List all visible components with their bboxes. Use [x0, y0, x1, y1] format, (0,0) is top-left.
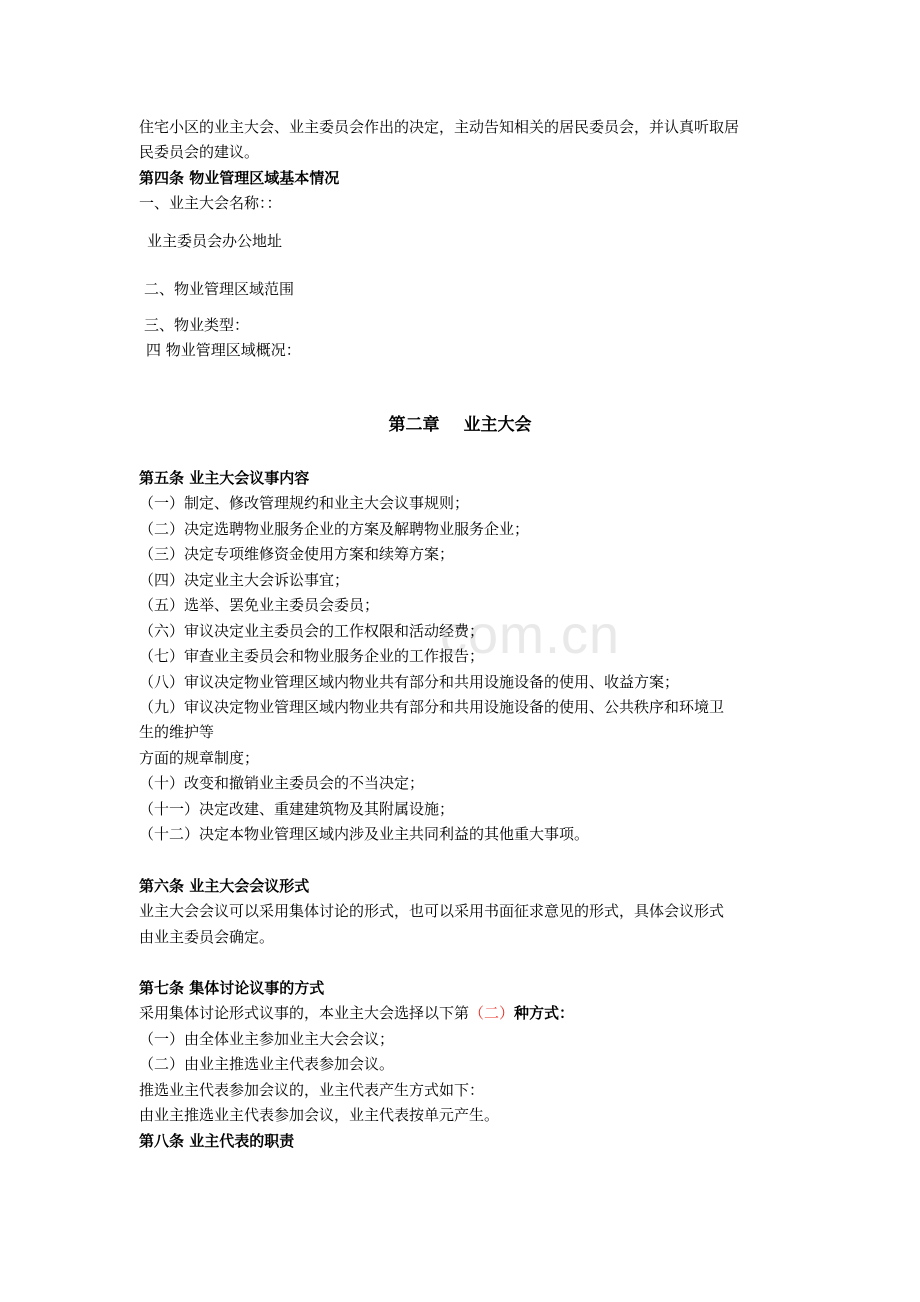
article-4-title: 第四条 物业管理区域基本情况: [139, 169, 340, 187]
article-5-item: （十）改变和撤销业主委员会的不当决定；: [139, 774, 425, 792]
article-4-item-3: 三、物业类型：: [144, 316, 250, 334]
article-5-item: （六）审议决定业主委员会的工作权限和活动经费；: [139, 622, 485, 640]
article-5-item: 生的维护等: [139, 723, 215, 741]
article-7-title: 第七条 集体讨论议事的方式: [139, 979, 325, 997]
chapter-number: 第二章: [388, 415, 440, 435]
intro-line-2: 民委员会的建议。: [139, 143, 260, 161]
article-5-item: （一）制定、修改管理规约和业主大会议事规则；: [139, 494, 470, 512]
article-5-item: （九）审议决定物业管理区域内物业共有部分和共用设施设备的使用、公共秩序和环境卫: [139, 698, 725, 716]
article-5-item: （五）选举、罢免业主委员会委员；: [139, 596, 380, 614]
article-4-item-4: 四 物业管理区域概况：: [146, 341, 301, 359]
article-7-line-4: 由业主推选业主代表参加会议，业主代表按单元产生。: [139, 1106, 500, 1124]
article-5-item: （二）决定选聘物业服务企业的方案及解聘物业服务企业；: [139, 520, 530, 538]
article-4-office-address: 业主委员会办公地址: [147, 232, 283, 250]
article-5-item: （十二）决定本物业管理区域内涉及业主共同利益的其他重大事项。: [139, 825, 590, 843]
article-7-choice: [139, 1002, 574, 1024]
article-7-option-1: （一）由全体业主参加业主大会会议；: [139, 1030, 395, 1048]
chapter-name: 业主大会: [463, 415, 532, 435]
article-5-title: 第五条 业主大会议事内容: [139, 469, 310, 487]
article-5-item: （七）审查业主委员会和物业服务企业的工作报告；: [139, 647, 485, 665]
article-5-item: （四）决定业主大会诉讼事宜；: [139, 571, 350, 589]
chapter-heading: [0, 413, 920, 437]
intro-line-1: 住宅小区的业主大会、业主委员会作出的决定，主动告知相关的居民委员会，并认真听取居: [139, 118, 740, 136]
article-6-title: 第六条 业主大会会议形式: [139, 877, 310, 895]
article-7-choice-prefix: 采用集体讨论形式议事的，本业主大会选择以下第: [139, 1004, 470, 1022]
article-4-item-1: 一、业主大会名称：：: [139, 194, 282, 212]
article-6-line-1: 业主大会会议可以采用集体讨论的形式，也可以采用书面征求意见的形式，具体会议形式: [139, 902, 725, 920]
article-5-item: （三）决定专项维修资金使用方案和续筹方案；: [139, 545, 455, 563]
article-7-option-2: （二）由业主推选业主代表参加会议。: [139, 1055, 395, 1073]
article-5-item: （八）审议决定物业管理区域内物业共有部分和共用设施设备的使用、收益方案；: [139, 673, 680, 691]
watermark: com.cn: [440, 605, 621, 665]
article-8-title: 第八条 业主代表的职责: [139, 1132, 295, 1150]
article-5-item: 方面的规章制度；: [139, 749, 260, 767]
article-7-line-3: 推选业主代表参加会议的，业主代表产生方式如下：: [139, 1081, 485, 1099]
article-7-choice-value: （二）: [469, 1004, 515, 1022]
article-4-item-2: 二、物业管理区域范围: [144, 280, 295, 298]
article-7-choice-suffix: 种方式：: [514, 1004, 575, 1022]
article-6-line-2: 由业主委员会确定。: [139, 928, 275, 946]
article-5-item: （十一）决定改建、重建建筑物及其附属设施；: [139, 800, 455, 818]
